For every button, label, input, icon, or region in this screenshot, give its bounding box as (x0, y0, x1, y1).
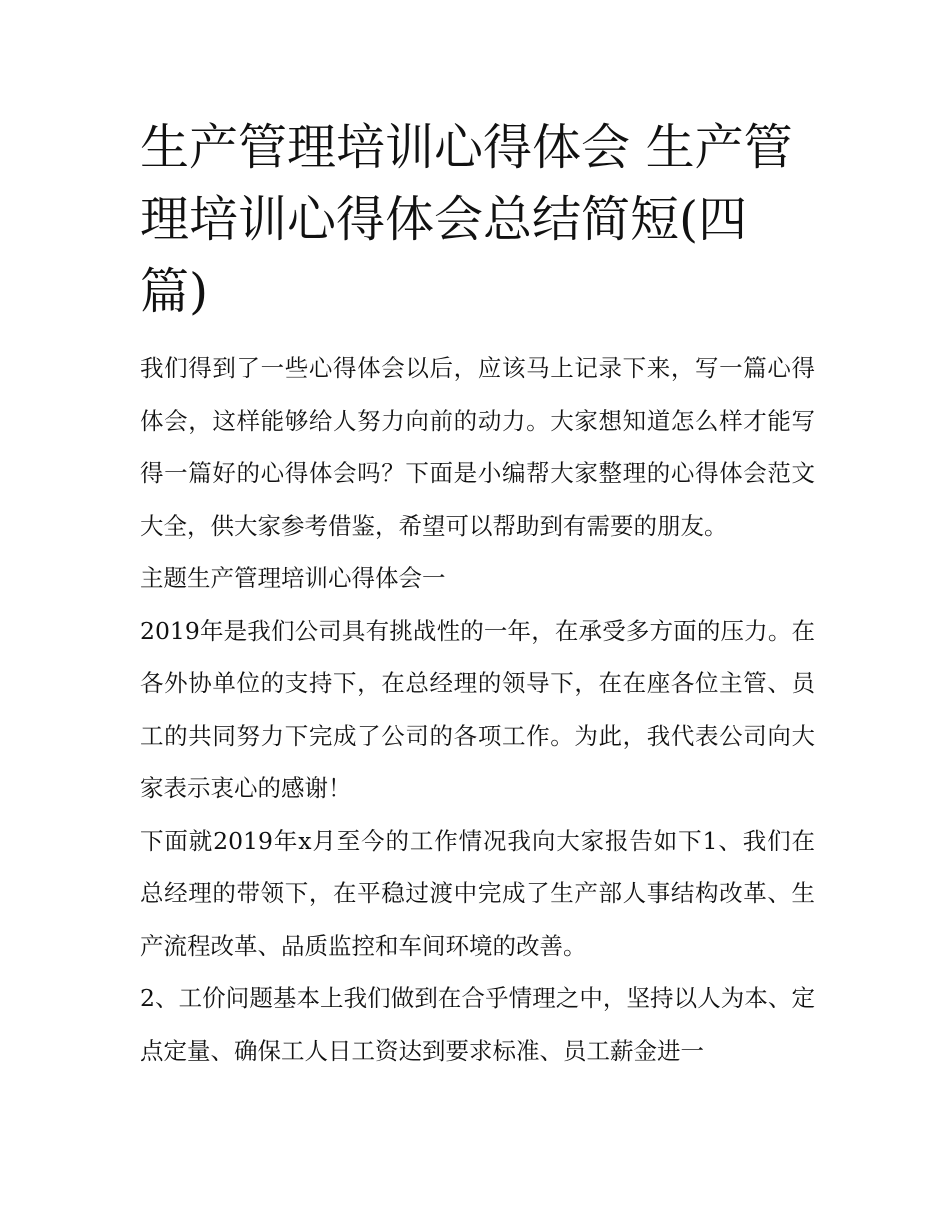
intro-paragraph: 我们得到了一些心得体会以后，应该马上记录下来，写一篇心得体会，这样能够给人努力向前的动力。大家想知道怎么样才能写得一篇好的心得体会吗？下面是小编帮大家整理的心得体会范文大全，供大家参考借鉴，希望可以帮助到有需要的朋友。 (140, 354, 815, 540)
document-title: 生产管理培训心得体会 生产管理培训心得体会总结简短(四篇) (140, 119, 793, 320)
body-paragraph: 2、工价问题基本上我们做到在合乎情理之中，坚持以人为本、定点定量、确保工人日工资达到要求标准、员工薪金进一 (140, 984, 815, 1065)
document-body (140, 342, 815, 1077)
body-paragraph: 2019年是我们公司具有挑战性的一年，在承受多方面的压力。在各外协单位的支持下，在总经理的领导下，在在座各位主管、员工的共同努力下完成了公司的各项工作。为此，我代表公司向大家表示衷心的感谢！ (140, 616, 815, 802)
body-paragraph: 下面就2019年x月至今的工作情况我向大家报告如下1、我们在总经理的带领下，在平稳过渡中完成了生产部人事结构改革、生产流程改革、品质监控和车间环境的改善。 (140, 826, 815, 960)
section-heading: 主题生产管理培训心得体会一 (140, 564, 446, 592)
document-page (140, 112, 815, 1077)
